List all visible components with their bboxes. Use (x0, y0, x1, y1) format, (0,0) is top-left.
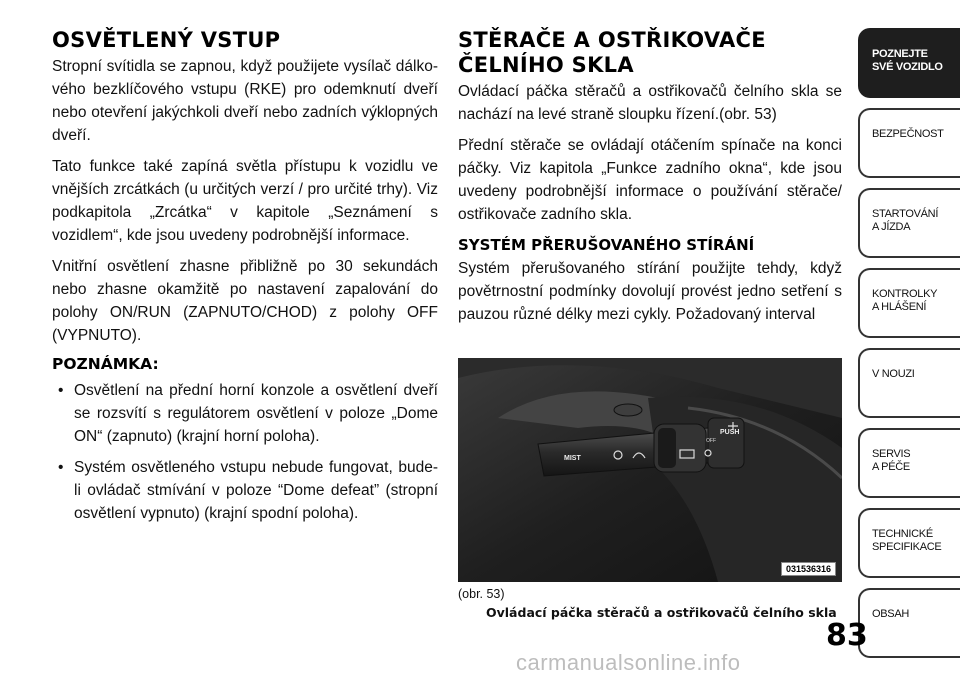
tab-starting-driving[interactable] (858, 188, 960, 258)
tab-label: POZNEJTE SVÉ VOZIDLO (872, 48, 943, 73)
tab-label: STARTOVÁNÍ A JÍZDA (872, 208, 939, 233)
tab-warning-lights[interactable] (858, 268, 960, 338)
figure-caption: Ovládací páčka stěračů a ostřikovačů čelního skla (486, 605, 837, 620)
wiper-lever-photo (458, 358, 842, 582)
figure-number: (obr. 53) (458, 587, 505, 601)
page-number: 83 (826, 618, 868, 653)
paragraph: Vnitřní osvětlení zhasne přibližně po 30 sekundách nebo zhasne okamžitě po nastavení zapalování do polohy ON/RUN (ZAPNUTO/CHOD) z polohy OFF (VYPNUTO). (52, 258, 438, 344)
note-list (52, 379, 438, 525)
paragraph: Systém přerušovaného stírání použijte tehdy, když povětrnostní podmínky dovolují provést jedno setření s pauzou různé délky mezi cykly. Požadovaný interval (458, 260, 842, 323)
lever-mist-label: MIST (564, 455, 581, 462)
section-title-wipers: STĚRAČE A OSTŘIKOVAČE ČELNÍHO SKLA (458, 28, 766, 77)
list-item: • Systém osvětleného vstupu nebude fungovat, bude-li ovládač stmívání v poloze “Dome defeat” (stropní osvětlení vypnuto) (krajní spodní poloha). (52, 456, 438, 525)
wiper-lever-illustration (458, 358, 842, 582)
section-title-illuminated-entry: OSVĚTLENÝ VSTUP (52, 28, 281, 52)
paragraph: Tato funkce také zapíná světla přístupu k vozidlu ve vnějších zrcátkách (u určitých verzí / pro určité trhy). Viz podkapitola „Zrcátka“ v kapitole „Seznámení s vozidlem“, kde jsou uvedeny podrobnější informace. (52, 158, 438, 244)
tab-label: SERVIS A PÉČE (872, 448, 911, 473)
figure-code: 031536316 (781, 562, 836, 576)
tab-label: V NOUZI (872, 368, 915, 380)
paragraph: Stropní svítidla se zapnou, když použijete vysílač dálkového bezklíčového vstupu (RKE) pro odemknutí dveří nebo otevření jakýchkoli dveří nebo zadních výklopných dveří. (52, 58, 438, 144)
tab-label: BEZPEČNOST (872, 128, 944, 140)
list-item: • Osvětlení na přední horní konzole a osvětlení dveří se rozsvítí s regulátorem osvětlení v poloze „Dome ON“ (zapnuto) (krajní horní poloha). (52, 379, 438, 448)
tab-label: TECHNICKÉ SPECIFIKACE (872, 528, 942, 553)
tab-label: OBSAH (872, 608, 910, 620)
paragraph: Ovládací páčka stěračů a ostřikovačů čelního skla se nachází na levé straně sloupku řízení.(obr. 53) (458, 83, 842, 123)
paragraph: Přední stěrače se ovládají otáčením spínače na konci páčky. Viz kapitola „Funkce zadního okna“, kde jsou uvedeny podrobnější informace o používání stěrače/ ostřikovače zadního skla. (458, 137, 842, 223)
watermark: carmanualsonline.info (516, 650, 741, 675)
lever-off-label: OFF (706, 438, 716, 444)
tab-specifications[interactable] (858, 508, 960, 578)
tab-know-your-vehicle[interactable] (858, 28, 960, 98)
tab-safety[interactable] (858, 108, 960, 178)
lever-push-label: PUSH (720, 429, 740, 436)
tab-emergency[interactable] (858, 348, 960, 418)
tab-service[interactable] (858, 428, 960, 498)
middle-column (458, 28, 842, 334)
subsection-title-intermittent: SYSTÉM PŘERUŠOVANÉHO STÍRÁNÍ (458, 236, 755, 254)
tab-index[interactable] (858, 588, 960, 658)
note-heading: POZNÁMKA: (52, 355, 159, 373)
left-column (52, 28, 438, 533)
tab-label: KONTROLKY A HLÁŠENÍ (872, 288, 938, 313)
